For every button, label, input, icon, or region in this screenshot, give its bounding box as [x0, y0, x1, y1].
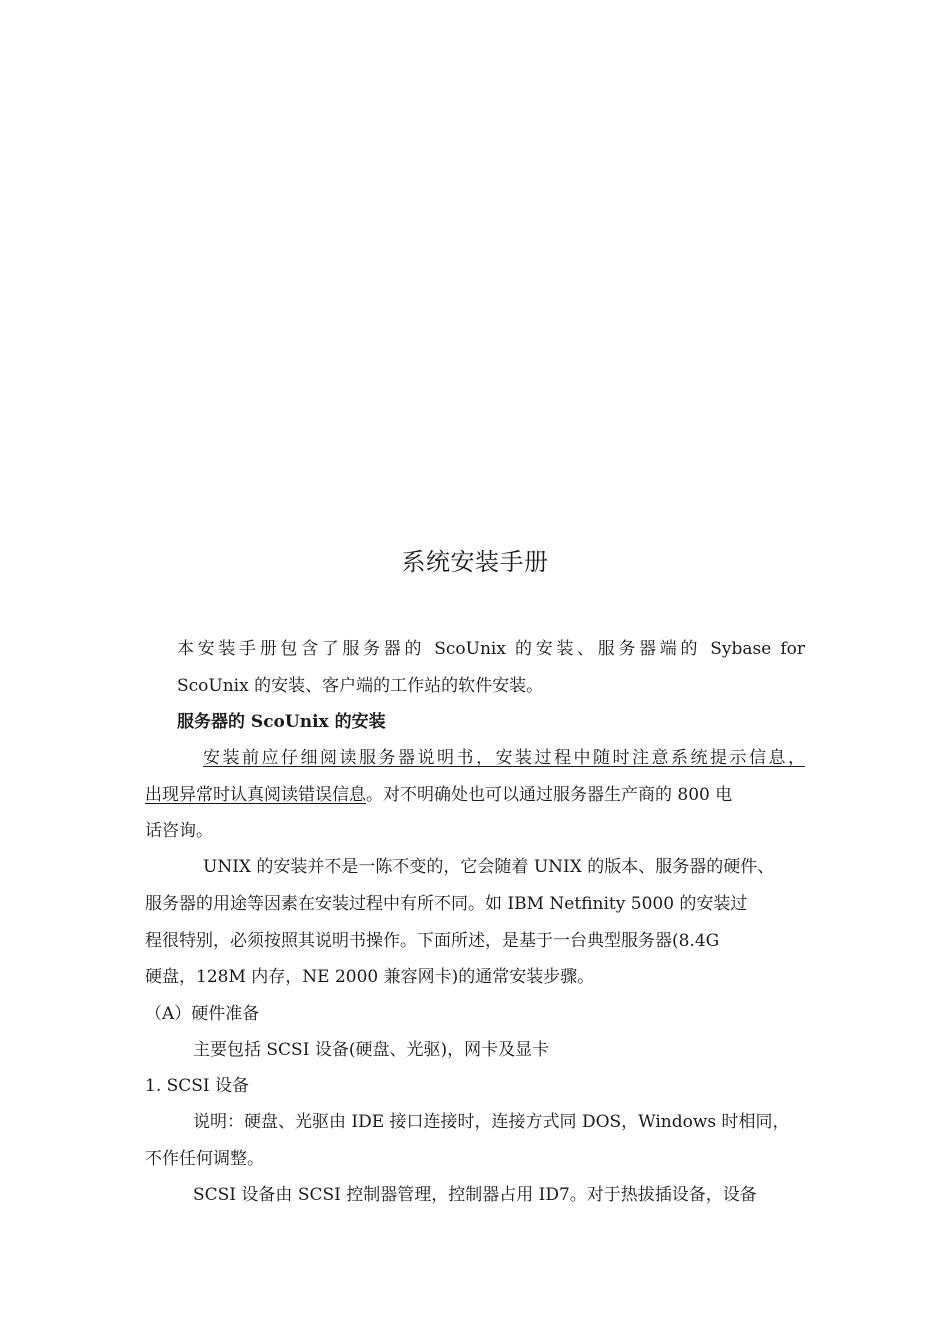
intro-line-1: 本安装手册包含了服务器的 ScoUnix 的安装、服务器端的 Sybase for	[177, 639, 805, 659]
para2-line-3: 程很特别，必须按照其说明书操作。下面所述，是基于一台典型服务器(8.4G	[145, 931, 720, 951]
para3-line: 主要包括 SCSI 设备(硬盘、光驱)，网卡及显卡	[193, 1040, 550, 1060]
para2-line-4: 硬盘，128M 内存，NE 2000 兼容网卡)的通常安装步骤。	[145, 967, 595, 987]
para4-line-1: 说明：硬盘、光驱由 IDE 接口连接时，连接方式同 DOS，Windows 时相同，	[193, 1112, 790, 1132]
para4-line-2: 不作任何调整。	[145, 1149, 264, 1169]
document-title: 系统安装手册	[401, 548, 549, 576]
subsection-hardware-prep: （A）硬件准备	[145, 1004, 260, 1024]
para2-line-1: UNIX 的安装并不是一陈不变的，它会随着 UNIX 的版本、服务器的硬件、	[203, 857, 775, 877]
intro-line-2: ScoUnix 的安装、客户端的工作站的软件安装。	[177, 676, 544, 696]
para1-line-1: 安装前应仔细阅读服务器说明书，安装过程中随时注意系统提示信息，	[203, 748, 805, 768]
list-item-scsi-devices: 1. SCSI 设备	[145, 1076, 250, 1096]
section-heading-scounix-install: 服务器的 ScoUnix 的安装	[177, 712, 386, 732]
para1-line-2-rest: 。对不明确处也可以通过服务器生产商的 800 电	[366, 785, 733, 805]
para5-line: SCSI 设备由 SCSI 控制器管理，控制器占用 ID7。对于热拔插设备，设备	[193, 1185, 757, 1205]
para2-line-2: 服务器的用途等因素在安装过程中有所不同。如 IBM Netfinity 5000 的安装过	[145, 894, 748, 914]
para1-line-3: 话咨询。	[145, 821, 213, 841]
para1-line-2-underlined: 出现异常时认真阅读错误信息	[145, 785, 366, 805]
para1-line-2	[145, 782, 732, 808]
